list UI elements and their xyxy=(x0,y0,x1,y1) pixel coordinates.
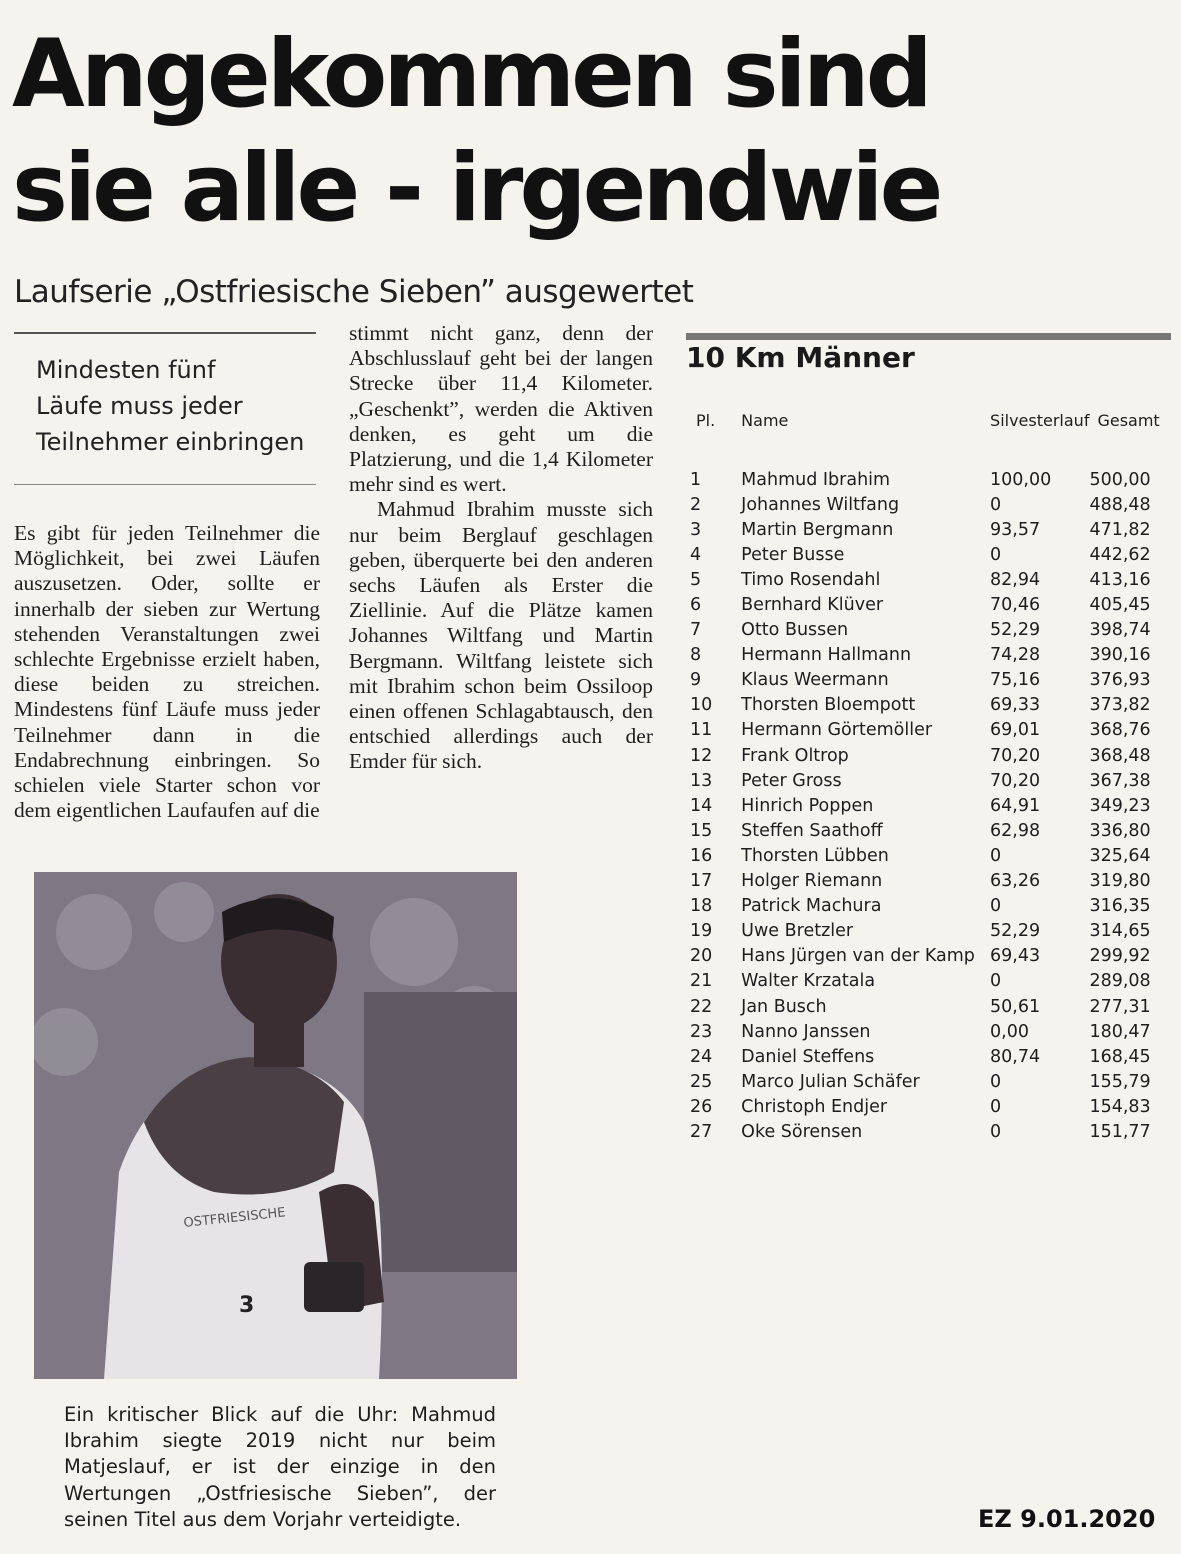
table-row xyxy=(690,1044,1170,1069)
cell-total: 471,82 xyxy=(1089,519,1151,540)
cell-total: 405,45 xyxy=(1089,595,1151,616)
column-header-race: Silvesterlauf xyxy=(990,410,1090,430)
table-row xyxy=(690,869,1170,894)
cell-total: 151,77 xyxy=(1089,1121,1151,1142)
table-row xyxy=(690,592,1170,617)
cell-place: 26 xyxy=(690,1096,713,1117)
cell-race: 0 xyxy=(990,494,1002,515)
cell-total: 325,64 xyxy=(1089,845,1151,866)
table-row xyxy=(690,517,1170,542)
table-row xyxy=(690,492,1170,517)
runner-photo xyxy=(34,872,517,1379)
cell-place: 2 xyxy=(690,494,702,515)
table-row xyxy=(690,1119,1170,1144)
cell-name: Peter Busse xyxy=(741,544,845,565)
cell-place: 7 xyxy=(690,620,702,641)
cell-name: Mahmud Ibrahim xyxy=(741,469,891,490)
headline xyxy=(12,18,1012,246)
cell-total: 168,45 xyxy=(1089,1046,1151,1067)
cell-name: Thorsten Bloempott xyxy=(741,695,916,716)
cell-name: Frank Oltrop xyxy=(741,745,849,766)
cell-race: 82,94 xyxy=(990,569,1041,590)
race-bib-number: 3 xyxy=(239,1293,255,1318)
cell-race: 70,46 xyxy=(990,595,1041,616)
cell-race: 0 xyxy=(990,1071,1002,1092)
table-row xyxy=(690,1019,1170,1044)
cell-total: 289,08 xyxy=(1089,971,1151,992)
headline-line-1: Angekommen sind xyxy=(12,20,929,129)
cell-name: Oke Sörensen xyxy=(741,1121,863,1142)
table-row xyxy=(690,467,1170,492)
cell-name: Klaus Weermann xyxy=(741,670,889,691)
cell-place: 8 xyxy=(690,645,702,666)
table-row xyxy=(690,843,1170,868)
cell-total: 368,76 xyxy=(1089,720,1151,741)
cell-place: 5 xyxy=(690,569,702,590)
results-header-row xyxy=(690,404,1170,436)
cell-total: 413,16 xyxy=(1089,569,1151,590)
cell-race: 74,28 xyxy=(990,645,1041,666)
cell-place: 18 xyxy=(690,896,713,917)
cell-race: 70,20 xyxy=(990,745,1041,766)
cell-total: 155,79 xyxy=(1089,1071,1151,1092)
table-row xyxy=(690,944,1170,969)
cell-place: 14 xyxy=(690,795,713,816)
cell-name: Hans Jürgen van der Kamp xyxy=(741,946,975,967)
cell-total: 314,65 xyxy=(1089,921,1151,942)
table-row xyxy=(690,643,1170,668)
cell-place: 9 xyxy=(690,670,702,691)
cell-place: 1 xyxy=(690,469,702,490)
cell-name: Otto Bussen xyxy=(741,620,849,641)
cell-name: Timo Rosendahl xyxy=(741,569,881,590)
cell-total: 368,48 xyxy=(1089,745,1151,766)
table-row xyxy=(690,1094,1170,1119)
cell-race: 52,29 xyxy=(990,620,1041,641)
article-paragraph: stimmt nicht ganz, denn der Abschlusslauf geht bei der langen Strecke über 11,4 Kilometer. „Geschenkt”, werden die Aktiven denken, es geht um die Platzierung, und die 1,4 Kilometer mehr sind es wert. xyxy=(349,321,653,497)
table-row xyxy=(690,542,1170,567)
table-row xyxy=(690,618,1170,643)
pullquote-line: Mindesten fünf xyxy=(36,356,216,384)
photo-caption: Ein kritischer Blick auf die Uhr: Mahmud Ibrahim siegte 2019 nicht nur beim Matjeslauf, er ist der einzige in den Wertungen „Ostfriesische Sieben”, der seinen Titel aus dem Vorjahr verteidigte. xyxy=(64,1403,496,1531)
cell-place: 15 xyxy=(690,820,713,841)
cell-race: 52,29 xyxy=(990,921,1041,942)
cell-race: 0 xyxy=(990,896,1002,917)
cell-race: 80,74 xyxy=(990,1046,1041,1067)
cell-name: Johannes Wiltfang xyxy=(741,494,900,515)
cell-name: Walter Krzatala xyxy=(741,971,876,992)
cell-name: Marco Julian Schäfer xyxy=(741,1071,920,1092)
cell-place: 23 xyxy=(690,1021,713,1042)
cell-place: 13 xyxy=(690,770,713,791)
cell-race: 93,57 xyxy=(990,519,1041,540)
cell-race: 69,43 xyxy=(990,946,1041,967)
table-row xyxy=(690,818,1170,843)
cell-race: 0 xyxy=(990,1121,1002,1142)
source-label: EZ 9.01.2020 xyxy=(978,1505,1156,1533)
cell-name: Nanno Janssen xyxy=(741,1021,871,1042)
table-row xyxy=(690,994,1170,1019)
table-row xyxy=(690,969,1170,994)
cell-race: 0 xyxy=(990,544,1002,565)
table-row xyxy=(690,894,1170,919)
cell-place: 10 xyxy=(690,695,713,716)
cell-total: 390,16 xyxy=(1089,645,1151,666)
pullquote-rule-bottom xyxy=(14,484,316,485)
cell-name: Patrick Machura xyxy=(741,896,882,917)
cell-total: 180,47 xyxy=(1089,1021,1151,1042)
cell-place: 6 xyxy=(690,595,702,616)
cell-race: 0 xyxy=(990,845,1002,866)
cell-total: 500,00 xyxy=(1089,469,1151,490)
cell-total: 442,62 xyxy=(1089,544,1151,565)
cell-place: 22 xyxy=(690,996,713,1017)
cell-total: 154,83 xyxy=(1089,1096,1151,1117)
cell-total: 349,23 xyxy=(1089,795,1151,816)
table-row xyxy=(690,693,1170,718)
cell-name: Christoph Endjer xyxy=(741,1096,888,1117)
cell-name: Hinrich Poppen xyxy=(741,795,874,816)
cell-name: Holger Riemann xyxy=(741,871,883,892)
cell-place: 20 xyxy=(690,946,713,967)
cell-name: Steffen Saathoff xyxy=(741,820,883,841)
cell-race: 62,98 xyxy=(990,820,1041,841)
column-header-total: Gesamt xyxy=(1097,410,1160,430)
cell-name: Martin Bergmann xyxy=(741,519,894,540)
cell-total: 277,31 xyxy=(1089,996,1151,1017)
cell-total: 316,35 xyxy=(1089,896,1151,917)
cell-race: 69,01 xyxy=(990,720,1041,741)
table-row xyxy=(690,1069,1170,1094)
column-header-name: Name xyxy=(741,410,789,430)
cell-name: Daniel Steffens xyxy=(741,1046,875,1067)
runner-photo-image xyxy=(34,872,517,1379)
column-header-place: Pl. xyxy=(696,410,716,430)
table-row xyxy=(690,768,1170,793)
cell-place: 19 xyxy=(690,921,713,942)
cell-place: 25 xyxy=(690,1071,713,1092)
results-table xyxy=(690,404,1170,1145)
cell-race: 0 xyxy=(990,1096,1002,1117)
headline-line-2: sie alle - irgendwie xyxy=(12,134,940,243)
cell-race: 100,00 xyxy=(990,469,1052,490)
pullquote-line: Läufe muss jeder xyxy=(36,392,243,420)
cell-place: 21 xyxy=(690,971,713,992)
pullquote-line: Teilnehmer einbringen xyxy=(36,428,305,456)
cell-name: Hermann Hallmann xyxy=(741,645,912,666)
cell-total: 488,48 xyxy=(1089,494,1151,515)
cell-place: 24 xyxy=(690,1046,713,1067)
pullquote xyxy=(36,352,326,460)
cell-name: Uwe Bretzler xyxy=(741,921,854,942)
table-rule xyxy=(686,333,1171,340)
cell-place: 3 xyxy=(690,519,702,540)
cell-race: 70,20 xyxy=(990,770,1041,791)
table-row xyxy=(690,718,1170,743)
subheadline: Laufserie „Ostfriesische Sieben” ausgewertet xyxy=(14,274,694,310)
results-spacer xyxy=(690,436,1170,467)
cell-total: 319,80 xyxy=(1089,871,1151,892)
results-table-title: 10 Km Männer xyxy=(686,341,915,374)
cell-name: Bernhard Klüver xyxy=(741,595,884,616)
table-row xyxy=(690,919,1170,944)
cell-place: 4 xyxy=(690,544,702,565)
cell-total: 336,80 xyxy=(1089,820,1151,841)
article-column-1: Es gibt für jeden Teilnehmer die Möglichkeit, bei zwei Läufen auszusetzen. Oder, sollte er innerhalb der sieben zur Wertung stehenden Veranstaltungen zwei schlechte Ergebnisse erzielt haben, diese beiden zu streichen. Mindestens fünf Läufe muss jeder Teilnehmer dann in die Endabrechnung einbringen. So schielen viele Starter schon vor dem eigentlichen Laufaufen auf die xyxy=(14,521,320,823)
cell-name: Jan Busch xyxy=(741,996,827,1017)
shirt-logo-text: OSTFRIESISCHE xyxy=(182,1205,287,1231)
cell-place: 11 xyxy=(690,720,713,741)
cell-name: Thorsten Lübben xyxy=(741,845,889,866)
cell-name: Peter Gross xyxy=(741,770,842,791)
cell-total: 376,93 xyxy=(1089,670,1151,691)
cell-race: 50,61 xyxy=(990,996,1041,1017)
table-row xyxy=(690,743,1170,768)
cell-race: 63,26 xyxy=(990,871,1041,892)
cell-race: 0,00 xyxy=(990,1021,1029,1042)
table-row xyxy=(690,793,1170,818)
cell-race: 75,16 xyxy=(990,670,1041,691)
results-body xyxy=(690,436,1170,1145)
cell-place: 27 xyxy=(690,1121,713,1142)
cell-place: 17 xyxy=(690,871,713,892)
article-column-2 xyxy=(349,321,653,775)
cell-total: 373,82 xyxy=(1089,695,1151,716)
table-row xyxy=(690,567,1170,592)
pullquote-rule-top xyxy=(14,332,316,334)
cell-total: 299,92 xyxy=(1089,946,1151,967)
cell-race: 0 xyxy=(990,971,1002,992)
cell-race: 69,33 xyxy=(990,695,1041,716)
cell-race: 64,91 xyxy=(990,795,1041,816)
table-row xyxy=(690,668,1170,693)
cell-total: 367,38 xyxy=(1089,770,1151,791)
cell-place: 16 xyxy=(690,845,713,866)
cell-total: 398,74 xyxy=(1089,620,1151,641)
article-paragraph: Mahmud Ibrahim musste sich nur beim Berglauf geschlagen geben, überquerte bei den anderen sechs Läufen als Erster die Ziellinie. Auf die Plätze kamen Johannes Wiltfang und Martin Bergmann. Wiltfang leistete sich mit Ibrahim schon beim Ossiloop einen offenen Schlagabtausch, den entschied allerdings auch der Emder für sich. xyxy=(349,497,653,774)
cell-place: 12 xyxy=(690,745,713,766)
cell-name: Hermann Görtemöller xyxy=(741,720,933,741)
